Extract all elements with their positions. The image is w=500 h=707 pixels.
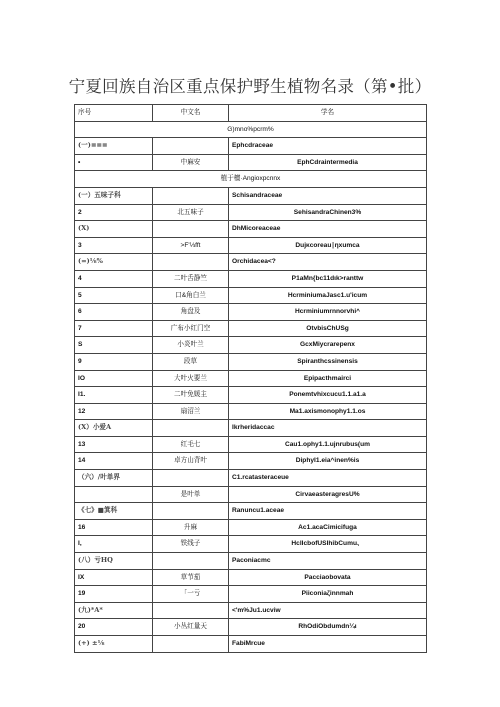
species-table: [74, 104, 427, 653]
family-row: [75, 470, 427, 487]
species-index: •: [75, 154, 153, 171]
family-index: (X）小爱A: [75, 420, 153, 437]
scientific-name: EphCdraintermedia: [229, 154, 427, 171]
species-index: 12: [75, 403, 153, 420]
chinese-name: 口&角白兰: [153, 287, 229, 304]
species-index: 6: [75, 304, 153, 321]
scientific-name: Orchidacea<?: [229, 254, 427, 271]
family-row: [75, 138, 427, 155]
scientific-name: Paconiacmc: [229, 553, 427, 570]
chinese-name: 小丛红量天: [153, 619, 229, 636]
family-index: (九)*A*: [75, 602, 153, 619]
family-index: (=)⅛%: [75, 254, 153, 271]
group-row: [75, 121, 427, 138]
page-title: 宁夏回族自治区重点保护野生植物名录（第•批）: [68, 77, 432, 96]
species-row: [75, 154, 427, 171]
group-row: [75, 171, 427, 188]
chinese-name: 北五味子: [153, 204, 229, 221]
species-index: IX: [75, 569, 153, 586]
scientific-name: Piiconiaζinnmah: [229, 586, 427, 603]
chinese-name: 段草: [153, 353, 229, 370]
table-body: [75, 105, 427, 653]
scientific-name: HcrminiumaJasc1.u'icum: [229, 287, 427, 304]
chinese-name: [153, 254, 229, 271]
family-index: (X): [75, 221, 153, 238]
scientific-name: Ponemtvhixcucu1.1.a1.a: [229, 387, 427, 404]
species-index: 4: [75, 270, 153, 287]
species-index: 20: [75, 619, 153, 636]
header-index: 序号: [75, 105, 153, 122]
chinese-name: 铁线子: [153, 536, 229, 553]
chinese-name: [153, 187, 229, 204]
chinese-name: 草节茄: [153, 569, 229, 586]
chinese-name: 大叶火要兰: [153, 370, 229, 387]
chinese-name: 升麻: [153, 519, 229, 536]
species-index: 9: [75, 353, 153, 370]
chinese-name: >F'⅓fft: [153, 237, 229, 254]
species-row: [75, 287, 427, 304]
species-row: [75, 270, 427, 287]
scientific-name: Pacciaobovata: [229, 569, 427, 586]
family-index: (一）五味子科: [75, 187, 153, 204]
species-index: [75, 486, 153, 503]
scientific-name: DiphyI1.eia^inen%is: [229, 453, 427, 470]
chinese-name: [153, 470, 229, 487]
species-row: [75, 519, 427, 536]
table-header-row: [75, 105, 427, 122]
species-row: [75, 237, 427, 254]
species-row: [75, 536, 427, 553]
chinese-name: [153, 602, 229, 619]
species-index: I1.: [75, 387, 153, 404]
chinese-name: 小炎叶兰: [153, 337, 229, 354]
scientific-name: <'m%Ju1.ucviw: [229, 602, 427, 619]
species-row: [75, 453, 427, 470]
family-index: 《七》■箕科: [75, 503, 153, 520]
species-row: [75, 304, 427, 321]
chinese-name: 是叶单: [153, 486, 229, 503]
scientific-name: P1aMn{bc11dιk>ranttw: [229, 270, 427, 287]
scientific-name: SehisandraChinen3%: [229, 204, 427, 221]
scientific-name: DhMicoreaceae: [229, 221, 427, 238]
species-index: 19: [75, 586, 153, 603]
chinese-name: 中麻安: [153, 154, 229, 171]
chinese-name: [153, 636, 229, 653]
family-index: (八）亏HQ: [75, 553, 153, 570]
species-index: 2: [75, 204, 153, 221]
scientific-name: GcxMiycrarepenx: [229, 337, 427, 354]
chinese-name: 二叶免媛主: [153, 387, 229, 404]
header-chinese-name: 中文名: [153, 105, 229, 122]
species-row: [75, 619, 427, 636]
species-row: [75, 436, 427, 453]
chinese-name: 二叶舌静竺: [153, 270, 229, 287]
family-row: [75, 602, 427, 619]
scientific-name: Cau1.ophy1.1.ujnrubus(um: [229, 436, 427, 453]
chinese-name: 广布小红门空: [153, 320, 229, 337]
species-row: [75, 370, 427, 387]
scientific-name: Ac1.acaCimicifuga: [229, 519, 427, 536]
chinese-name: 红毛七: [153, 436, 229, 453]
species-row: [75, 387, 427, 404]
scientific-name: FabiMrcue: [229, 636, 427, 653]
family-row: [75, 503, 427, 520]
family-row: [75, 553, 427, 570]
species-index: IO: [75, 370, 153, 387]
chinese-name: [153, 553, 229, 570]
species-index: 5: [75, 287, 153, 304]
scientific-name: Ma1.axismonophy1.1.os: [229, 403, 427, 420]
species-row: [75, 204, 427, 221]
scientific-name: OtvbisChUSg: [229, 320, 427, 337]
family-index: (+) ±⅛: [75, 636, 153, 653]
family-row: [75, 636, 427, 653]
species-index: I,: [75, 536, 153, 553]
family-index: （六）/叶单界: [75, 470, 153, 487]
chinese-name: [153, 420, 229, 437]
family-index: (一)≡≡≡: [75, 138, 153, 155]
scientific-name: C1.rcatasteraceue: [229, 470, 427, 487]
scientific-name: Hcrminiumrnnorvhi^: [229, 304, 427, 321]
scientific-name: Spiranthcssinensis: [229, 353, 427, 370]
chinese-name: 卓方山背叶: [153, 453, 229, 470]
scientific-name: HclIcbofUSIhibCumu、: [229, 536, 427, 553]
scientific-name: RhOdiObdumdn¼ι: [229, 619, 427, 636]
species-index: 3: [75, 237, 153, 254]
scientific-name: Ephcdraceae: [229, 138, 427, 155]
species-index: 13: [75, 436, 153, 453]
species-row: [75, 320, 427, 337]
species-index: S: [75, 337, 153, 354]
scientific-name: Schisandraceae: [229, 187, 427, 204]
scientific-name: Epipacthmairci: [229, 370, 427, 387]
chinese-name: 扇沼兰: [153, 403, 229, 420]
chinese-name: 角盘及: [153, 304, 229, 321]
family-row: [75, 221, 427, 238]
chinese-name: [153, 138, 229, 155]
chinese-name: 「一亏: [153, 586, 229, 603]
scientific-name: Ikrheridaccac: [229, 420, 427, 437]
chinese-name: [153, 503, 229, 520]
species-index: 7: [75, 320, 153, 337]
species-index: 14: [75, 453, 153, 470]
species-row: [75, 586, 427, 603]
header-scientific-name: 学名: [229, 105, 427, 122]
group-label: G)mno%pcrm%: [75, 121, 427, 138]
species-row: [75, 353, 427, 370]
family-row: [75, 187, 427, 204]
species-row: [75, 569, 427, 586]
group-label: 植于檀·Angioxpcnnx: [75, 171, 427, 188]
chinese-name: [153, 221, 229, 238]
family-row: [75, 254, 427, 271]
species-index: 16: [75, 519, 153, 536]
scientific-name: Dujκcoreau∣ηxumca: [229, 237, 427, 254]
species-row: [75, 486, 427, 503]
family-row: [75, 420, 427, 437]
scientific-name: Ranuncu1.aceae: [229, 503, 427, 520]
species-row: [75, 337, 427, 354]
scientific-name: CirvaeasteragresU%: [229, 486, 427, 503]
species-row: [75, 403, 427, 420]
